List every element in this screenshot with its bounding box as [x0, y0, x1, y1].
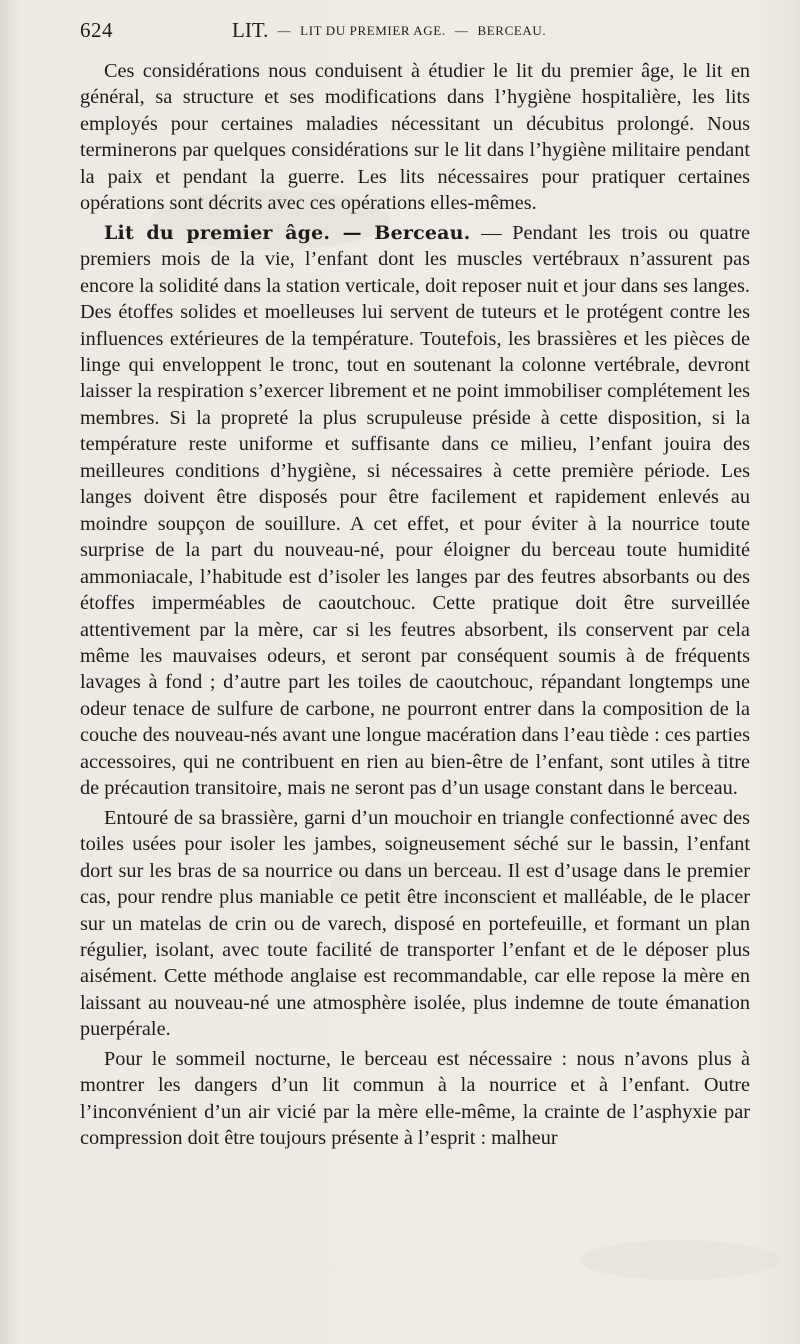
running-title-subject: LIT DU PREMIER AGE. — [300, 23, 446, 38]
running-header — [80, 18, 752, 48]
bleed-through-stain — [580, 1240, 780, 1280]
running-title-dash: — — [454, 23, 469, 38]
running-title-section: BERCEAU. — [477, 23, 547, 38]
section-heading: Lit du premier âge. — Berceau. — [104, 221, 471, 244]
running-title — [232, 18, 546, 43]
section-paragraph — [80, 220, 750, 802]
paragraph-4: Pour le sommeil nocturne, le berceau est nécessaire : nous n’avons plus à montrer les dangers d’un lit commun à la nourrice et à l’enfant. Outre l’inconvénient d’un air vicié par la mère elle-même, la crainte de l’asphyxie par compression doit être toujours présente à l’esprit : malheur — [80, 1047, 750, 1150]
running-title-dash: — — [277, 23, 292, 38]
page-number: 624 — [80, 18, 113, 42]
paragraph-3: Entouré de sa brassière, garni d’un mouchoir en triangle confectionné avec des toiles usées pour isoler les jambes, soigneusement séché sur le bassin, l’enfant dort sur les bras de sa nourrice ou dans un berceau. Il est d’usage dans le premier cas, pour rendre plus maniable ce petit être inconscient et malléable, de le placer sur un matelas de crin ou de varech, disposé en portefeuille, et formant un plan régulier, isolant, avec toute facilité de transporter l’enfant et de le déposer plus aisément. Cette méthode anglaise est recommandable, car elle repose la mère en laissant au nouveau-né une atmosphère isolée, plus indemne de toute émanation puerpérale. — [80, 806, 750, 1041]
intro-paragraph: Ces considérations nous conduisent à étudier le lit du premier âge, le lit en général, sa structure et ses modifications dans l’hygiène hospitalière, les lits employés pour certaines maladies nécessitant un décubitus prolongé. Nous terminerons par quelques considérations sur le lit dans l’hygiène militaire pendant la paix et pendant la guerre. Les lits nécessaires pour pratiquer certaines opérations sont décrits avec ces opérations elles-mêmes. — [80, 60, 750, 215]
main-text — [80, 58, 750, 1152]
running-title-main: LIT. — [232, 18, 269, 42]
section-paragraph-text: — Pendant les trois ou quatre premiers mois de la vie, l’enfant dont les muscles vertébraux n’assurent pas encore la solidité dans la station verticale, doit reposer nuit et jour dans ses langes. Des étoffes solides et moelleuses lui servent de tuteurs et le protégent contre les influences extérieures de la température. Toutefois, les brassières et les pièces de linge qui enveloppent le tronc, tout en soutenant la colonne vertébrale, devront laisser la respiration s’exercer librement et ne point immobiliser complétement les membres. Si la propreté la plus scrupuleuse préside à cette disposition, si la température reste uniforme et suffisante dans ce milieu, l’enfant jouira des meilleures conditions d’hygiène, si nécessaires à cette première période. Les langes doivent être disposés pour être facilement et rapidement enlevés au moindre soupçon de souillure. A cet effet, et pour éviter à la nourrice toute surprise de la part du nouveau-né, pour éloigner du berceau toute humidité ammoniacale, l’habitude est d’isoler les langes par des feutres absorbants ou des étoffes imperméables de caoutchouc. Cette pratique doit être surveillée attentivement par la mère, car si les feutres absorbent, ils conservent par cela même les mauvaises odeurs, et seront par conséquent soumis à de fréquents lavages à fond ; d’autre part les toiles de caoutchouc, répandant longtemps une odeur tenace de sulfure de carbone, ne pourront entrer dans la composition de la couche des nouveau-nés avant une longue macération dans l’eau tiède : ces parties accessoires, qui ne contribuent en rien au bien-être de l’enfant, sont utiles à titre de précaution transitoire, mais ne seront pas d’un usage constant dans le berceau. — [80, 221, 750, 800]
